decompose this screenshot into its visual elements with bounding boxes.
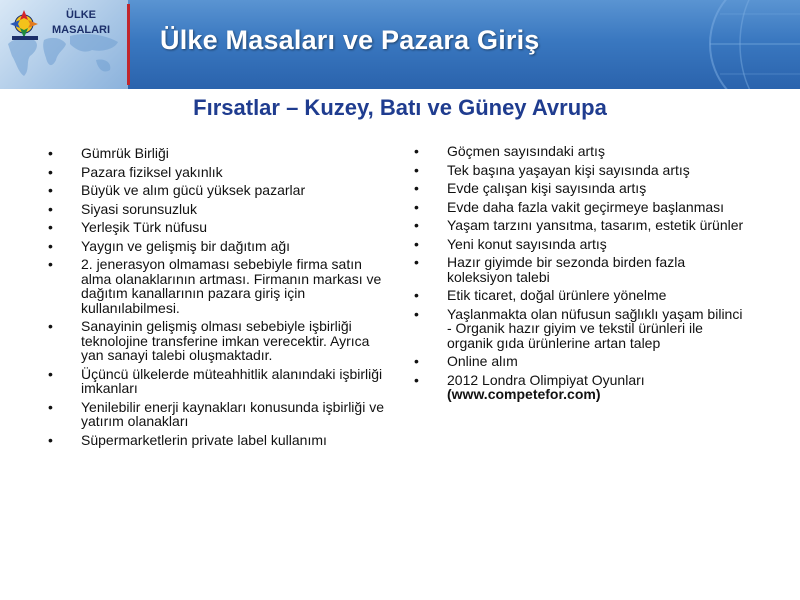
list-item: • Yenilebilir enerji kaynakları konusunda işbirliği ve yatırım olanakları (48, 400, 388, 429)
list-item: • Yaşlanmakta olan nüfusun sağlıklı yaşam bilinci - Organik hazır giyim ve tekstil ürünleri ile organik gıda ürünlerine artan talep (414, 307, 744, 351)
olympics-text: 2012 Londra Olimpiyat Oyunları (447, 371, 645, 388)
list-item: • Yeni konut sayısında artış (414, 237, 744, 252)
list-item: • Tek başına yaşayan kişi sayısında artış (414, 163, 744, 178)
banner-title: Ülke Masaları ve Pazara Giriş (160, 25, 540, 55)
list-item: • Evde daha fazla vakit geçirmeye başlanması (414, 200, 744, 215)
logo-text: ÜLKE MASALARI (52, 9, 111, 36)
list-item: • Yaşam tarzını yansıtma, tasarım, estetik ürünler (414, 218, 744, 233)
list-item: • Pazara fiziksel yakınlık (48, 165, 388, 180)
list-item: • Yerleşik Türk nüfusu (48, 220, 388, 235)
left-bullet-list (48, 146, 388, 451)
list-item-olympics (414, 373, 744, 402)
competefor-url: (www.competefor.com) (447, 386, 601, 402)
logo (0, 0, 128, 89)
list-item: • Sanayinin gelişmiş olması sebebiyle işbirliği teknolojine transferine imkan verecektir. Ayrıca yan sanayi talebi oluşmaktadır. (48, 319, 388, 363)
list-item: • 2. jenerasyon olmaması sebebiyle firma satın alma olanaklarının artması. Firmanın markası ve dağıtım kanallarının pazara giriş için kullanılabilmesi. (48, 257, 388, 315)
header-banner (0, 0, 800, 89)
list-item: • Gümrük Birliği (48, 146, 388, 161)
list-item: • Hazır giyimde bir sezonda birden fazla koleksiyon talebi (414, 255, 744, 284)
globe-decoration-icon (620, 0, 800, 89)
logo-divider (127, 4, 130, 85)
right-bullet-list (414, 144, 744, 406)
list-item: • Yaygın ve gelişmiş bir dağıtım ağı (48, 239, 388, 254)
slide-title: Fırsatlar – Kuzey, Batı ve Güney Avrupa (193, 95, 607, 120)
list-item: • Göçmen sayısındaki artış (414, 144, 744, 159)
list-item: • Üçüncü ülkelerde müteahhitlik alanındaki işbirliği imkanları (48, 367, 388, 396)
list-item: • Siyasi sorunsuzluk (48, 202, 388, 217)
list-item: • Büyük ve alım gücü yüksek pazarlar (48, 183, 388, 198)
list-item: • Online alım (414, 354, 744, 369)
list-item: • Evde çalışan kişi sayısında artış (414, 181, 744, 196)
list-item: • Etik ticaret, doğal ürünlere yönelme (414, 288, 744, 303)
list-item: • Süpermarketlerin private label kullanımı (48, 433, 388, 448)
